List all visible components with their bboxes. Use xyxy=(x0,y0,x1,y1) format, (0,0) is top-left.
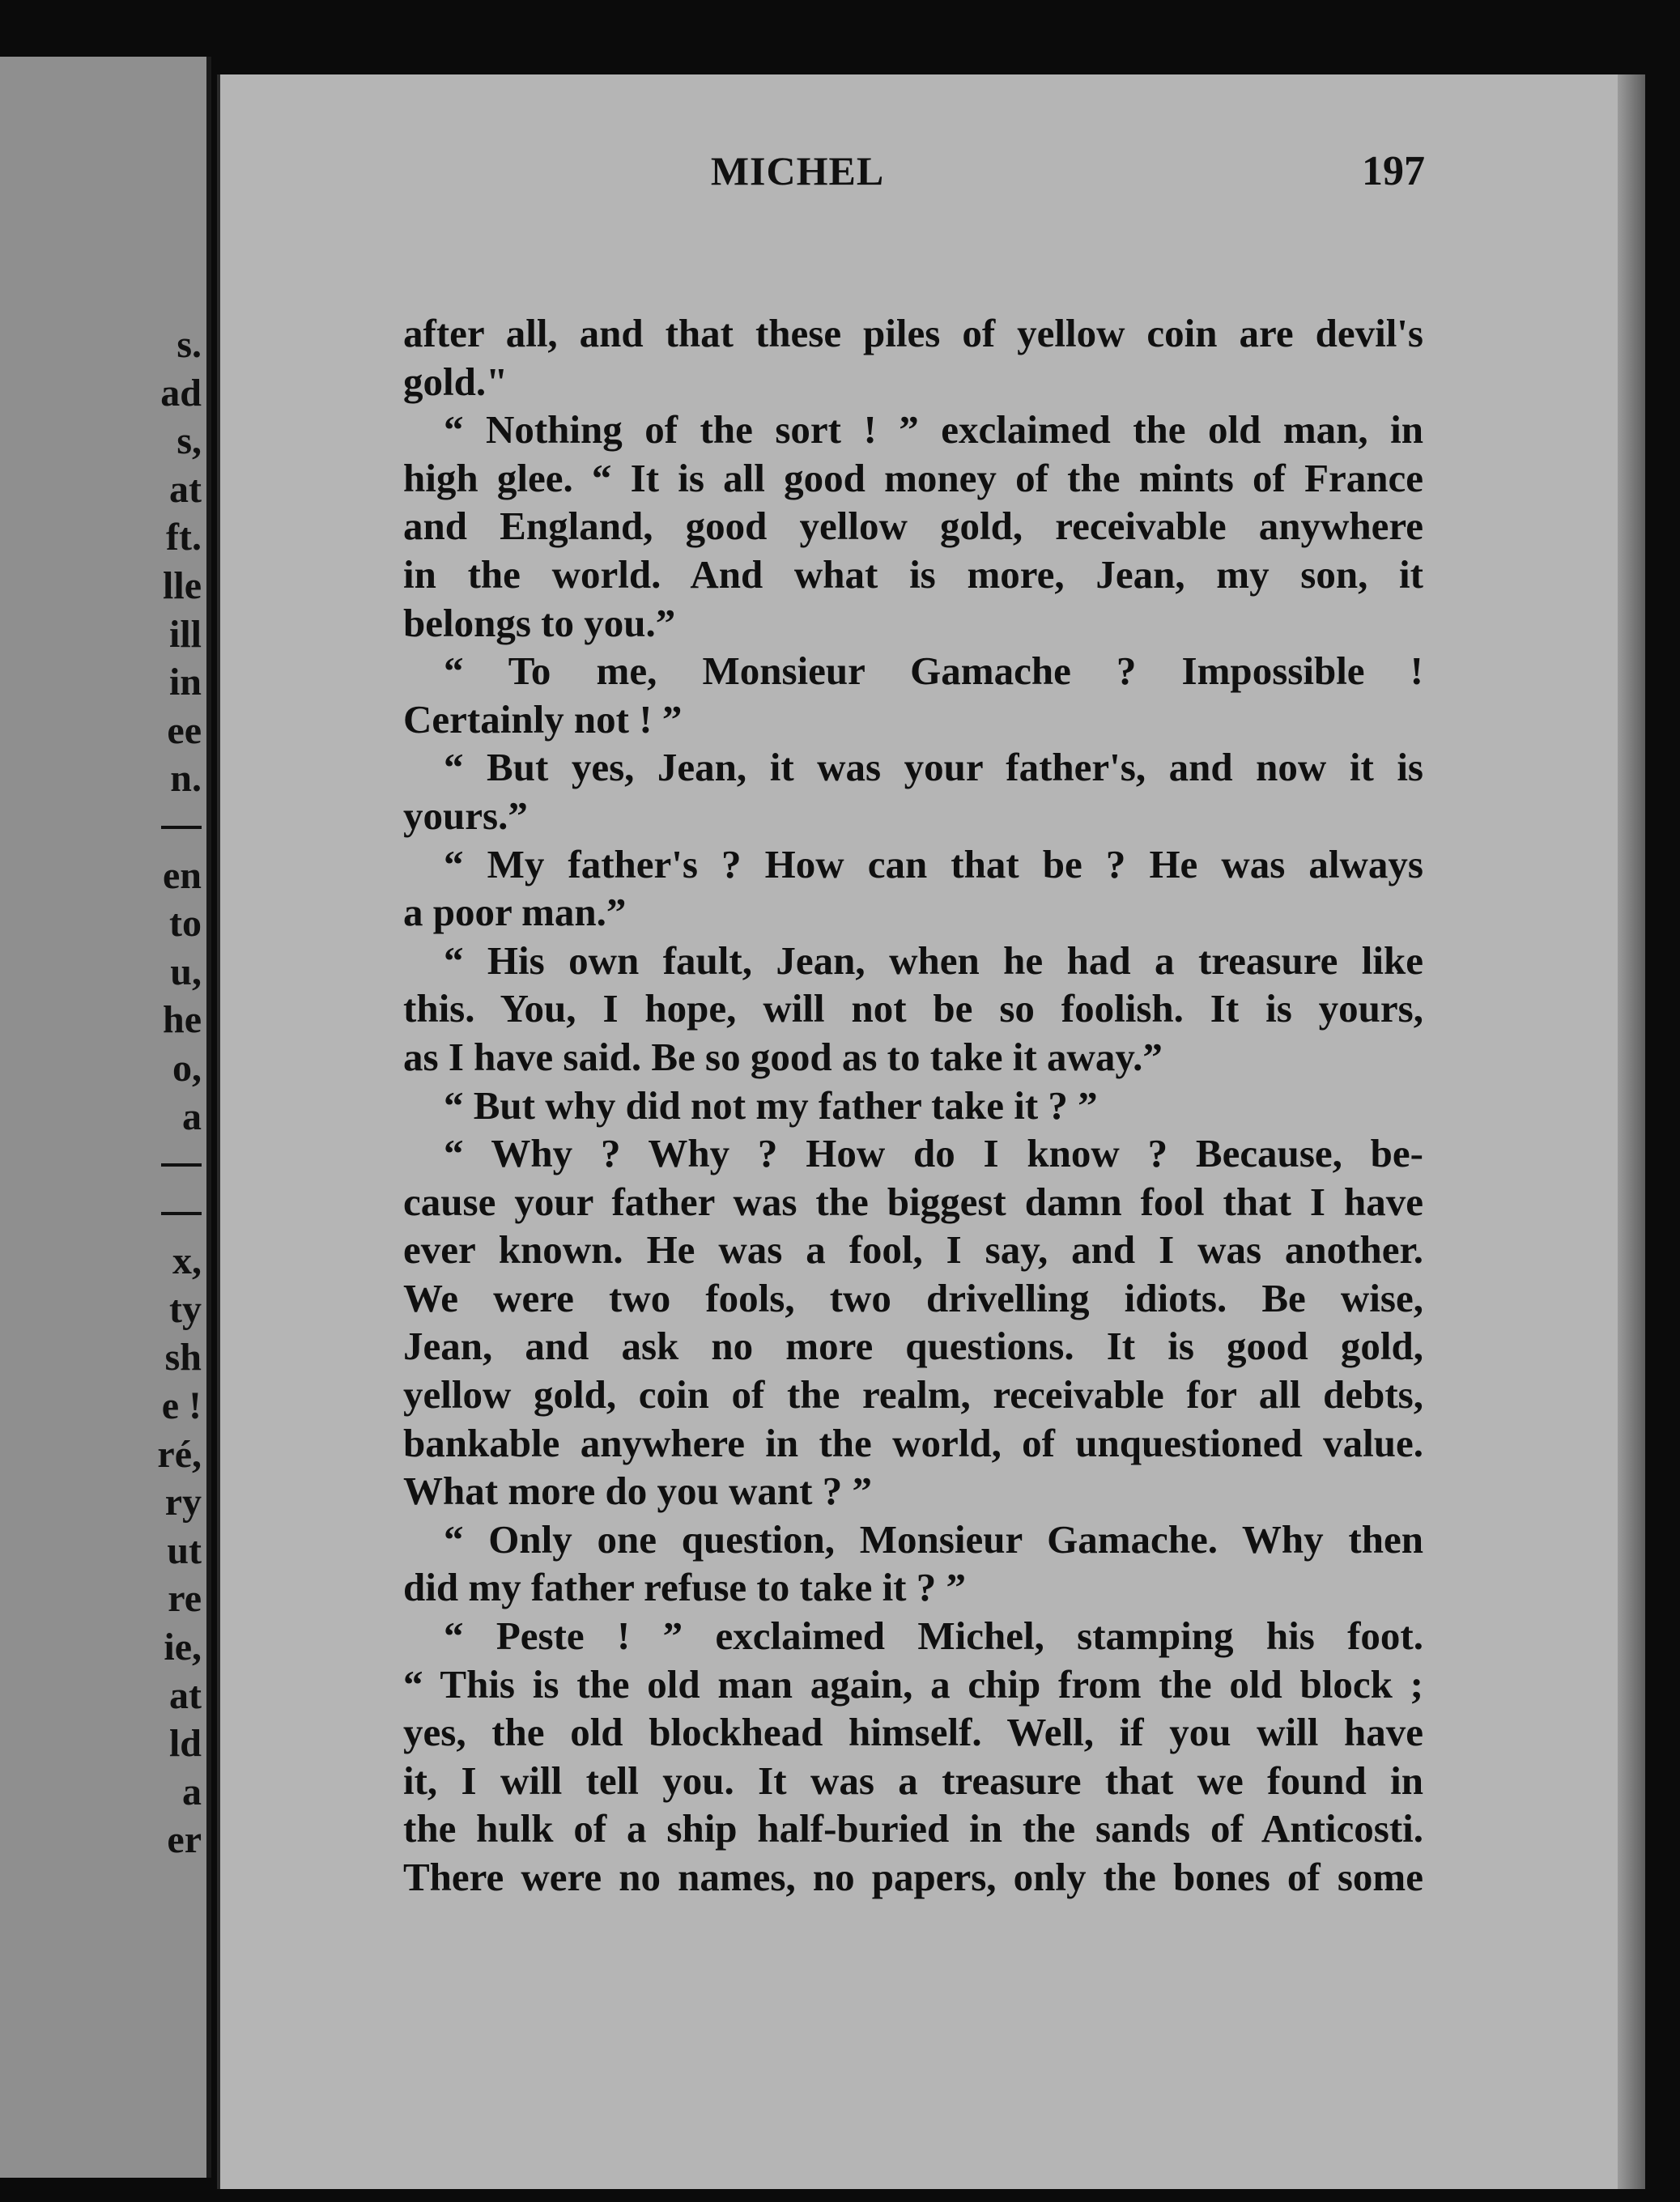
left-page-fragment: lle xyxy=(163,563,202,607)
text-line: “ Peste ! ” exclaimed Michel, stamping his foot. xyxy=(444,1613,1423,1659)
left-page-fragment xyxy=(7,1141,202,1189)
left-page-fragment: ie, xyxy=(164,1626,202,1669)
left-page xyxy=(0,57,211,2178)
left-page-fragment: e ! xyxy=(161,1384,202,1428)
text-line: “ My father's ? How can that be ? He was always xyxy=(444,841,1423,886)
left-page-fragment: u, xyxy=(170,950,202,993)
left-page-fragment: ry xyxy=(164,1481,202,1524)
left-page-fragment: at xyxy=(169,1673,202,1717)
left-page-fragment: ad xyxy=(160,371,202,414)
left-page-fragment: s. xyxy=(177,323,202,366)
text-line: after all, and that these piles of yellow coin are devil's xyxy=(403,311,1423,355)
left-page-text-fragments xyxy=(7,321,202,1864)
page-number: 197 xyxy=(1362,148,1425,194)
left-page-fragment xyxy=(7,803,202,852)
text-line: high glee. “ It is all good money of the mints of France xyxy=(403,455,1423,500)
text-line: Certainly not ! ” xyxy=(403,696,683,742)
left-page-fragment: ft. xyxy=(166,516,202,559)
text-line: What more do you want ? ” xyxy=(403,1469,872,1514)
left-page-fragment: a xyxy=(182,1095,202,1138)
left-page-fragment: er xyxy=(167,1818,202,1862)
left-page-fragment: en xyxy=(163,853,202,897)
text-line: “ To me, Monsieur Gamache ? Impossible ! xyxy=(444,648,1423,694)
text-line: “ Only one question, Monsieur Gamache. Why then xyxy=(444,1516,1423,1562)
text-line: and England, good yellow gold, receivable anywhere xyxy=(403,504,1423,549)
left-page-fragment: n. xyxy=(170,757,202,801)
left-page-fragment: to xyxy=(169,902,202,946)
text-line: as I have said. Be so good as to take it away.” xyxy=(403,1034,1163,1079)
text-line: gold." xyxy=(403,359,508,404)
left-page-fragment: sh xyxy=(164,1336,202,1379)
text-line: did my father refuse to take it ? ” xyxy=(403,1565,966,1610)
left-page-fragment: in xyxy=(168,661,202,704)
text-line: a poor man.” xyxy=(403,890,627,935)
left-page-fragment: ré, xyxy=(157,1432,202,1476)
text-line: this. You, I hope, will not be so foolish. It is yours, xyxy=(403,986,1423,1031)
text-line: “ Nothing of the sort ! ” exclaimed the old man, in xyxy=(444,407,1423,453)
text-line: the hulk of a ship half-buried in the sands of Anticosti. xyxy=(403,1806,1423,1851)
text-line: belongs to you.” xyxy=(403,600,676,645)
text-line: in the world. And what is more, Jean, my son, it xyxy=(403,551,1423,597)
running-header-title: MICHEL xyxy=(710,148,885,193)
left-page-fragment xyxy=(7,1189,202,1238)
page-edge-shadow xyxy=(1618,74,1645,2189)
text-line: cause your father was the biggest damn fool that I have xyxy=(403,1179,1423,1224)
left-page-fragment: s, xyxy=(177,419,202,463)
left-page-fragment: ld xyxy=(168,1722,202,1766)
left-page-fragment: he xyxy=(163,998,202,1042)
body-text xyxy=(403,309,1423,1902)
left-page-fragment: ill xyxy=(168,612,202,656)
text-line: bankable anywhere in the world, of unquestioned value. xyxy=(403,1420,1423,1465)
text-line: “ But yes, Jean, it was your father's, and now it is xyxy=(444,745,1423,790)
left-page-fragment: ee xyxy=(167,708,202,752)
left-page-fragment: o, xyxy=(172,1046,202,1090)
left-page-fragment: a xyxy=(182,1770,202,1813)
left-page-fragment: at xyxy=(169,467,202,511)
left-page-fragment: re xyxy=(168,1577,202,1621)
text-line: “ But why did not my father take it ? ” xyxy=(444,1082,1098,1128)
text-line: yes, the old blockhead himself. Well, if you will have xyxy=(403,1710,1423,1755)
text-line: it, I will tell you. It was a treasure that we found in xyxy=(403,1758,1423,1803)
text-line: “ This is the old man again, a chip from the old block ; xyxy=(403,1661,1423,1707)
left-page-fragment: ty xyxy=(169,1287,202,1331)
text-line: yours.” xyxy=(403,793,528,838)
left-page-fragment: x, xyxy=(172,1239,202,1283)
text-line: We were two fools, two drivelling idiots. Be wise, xyxy=(403,1275,1423,1320)
text-line: yellow gold, coin of the realm, receivable for all debts, xyxy=(403,1372,1423,1418)
text-line: There were no names, no papers, only the bones of some xyxy=(403,1855,1423,1899)
text-line: “ Why ? Why ? How do I know ? Because, be- xyxy=(444,1131,1423,1176)
text-line: “ His own fault, Jean, when he had a treasure like xyxy=(444,937,1423,983)
text-line: ever known. He was a fool, I say, and I was another. xyxy=(403,1227,1423,1273)
text-line: Jean, and ask no more questions. It is good gold, xyxy=(403,1324,1423,1369)
left-page-fragment: ut xyxy=(167,1528,202,1572)
